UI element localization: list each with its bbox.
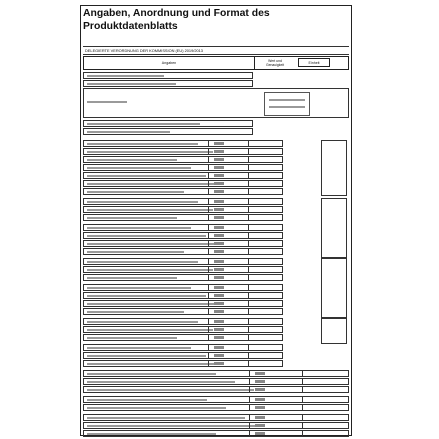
table-row [83, 180, 283, 187]
illegible-text [87, 337, 177, 339]
column-divider [208, 181, 209, 186]
column-divider [249, 371, 250, 376]
illegible-text [87, 159, 177, 161]
column-divider [208, 233, 209, 238]
column-divider [248, 353, 249, 358]
table-row [83, 430, 349, 437]
column-divider [208, 207, 209, 212]
column-divider [249, 405, 250, 410]
product-data-sheet [80, 5, 352, 436]
table-row [83, 300, 283, 307]
table-row [83, 414, 349, 421]
table-row [83, 360, 283, 367]
header-wert-line-1: Wert und [268, 59, 282, 63]
column-divider [208, 353, 209, 358]
column-divider [302, 371, 303, 376]
table-row [83, 72, 253, 79]
illegible-text [87, 123, 200, 125]
column-divider [208, 225, 209, 230]
column-divider [208, 361, 209, 366]
illegible-value [214, 208, 224, 211]
column-divider [248, 249, 249, 254]
illegible-value [214, 276, 224, 279]
column-divider [248, 275, 249, 280]
illegible-value [214, 250, 224, 253]
table-row [83, 292, 283, 299]
column-divider [302, 405, 303, 410]
table-row [83, 404, 349, 411]
illegible-value [214, 174, 224, 177]
illegible-value [255, 432, 265, 435]
column-divider [208, 215, 209, 220]
column-divider [248, 215, 249, 220]
illegible-value [214, 268, 224, 271]
table-row [83, 370, 349, 377]
illegible-text [87, 101, 127, 103]
column-divider [302, 431, 303, 436]
column-divider [248, 345, 249, 350]
column-divider [208, 293, 209, 298]
illegible-text [87, 251, 184, 253]
table-row [83, 396, 349, 403]
column-divider [302, 387, 303, 392]
illegible-value [214, 294, 224, 297]
table-row [83, 344, 283, 351]
table-row [83, 224, 283, 231]
illegible-text [87, 175, 206, 177]
illegible-value [255, 398, 265, 401]
column-divider [208, 249, 209, 254]
column-divider [249, 387, 250, 392]
illegible-value [214, 226, 224, 229]
table-row [83, 258, 283, 265]
unit-column-box [321, 318, 347, 344]
column-divider [248, 225, 249, 230]
illegible-text [87, 399, 207, 401]
illegible-text [87, 321, 198, 323]
table-row [83, 128, 253, 135]
illegible-text [87, 277, 177, 279]
illegible-value [214, 200, 224, 203]
column-divider [208, 275, 209, 280]
table-row [83, 386, 349, 393]
title-line-2: Produktdatenblatts [83, 20, 178, 32]
illegible-value [214, 320, 224, 323]
column-divider [208, 199, 209, 204]
illegible-text [87, 311, 184, 313]
illegible-text [87, 83, 176, 85]
header-wert [254, 57, 295, 69]
illegible-value [255, 380, 265, 383]
table-row [83, 206, 283, 213]
column-divider [248, 233, 249, 238]
illegible-text [87, 261, 198, 263]
column-divider [249, 431, 250, 436]
table-row [83, 214, 283, 221]
column-divider [248, 149, 249, 154]
illegible-text [87, 287, 191, 289]
table-row [83, 156, 283, 163]
illegible-text [87, 75, 164, 77]
illegible-value [214, 286, 224, 289]
illegible-text [87, 425, 264, 427]
table-row [83, 378, 349, 385]
column-divider [248, 181, 249, 186]
illegible-text [87, 373, 216, 375]
illegible-text [87, 303, 220, 305]
table-row [83, 198, 283, 205]
illegible-value [214, 142, 224, 145]
column-divider [248, 335, 249, 340]
table-row [83, 308, 283, 315]
header-einheit: Einheit [298, 58, 330, 67]
illegible-value [214, 234, 224, 237]
column-divider [249, 423, 250, 428]
column-divider [248, 259, 249, 264]
column-divider [208, 259, 209, 264]
illegible-text [87, 235, 206, 237]
column-divider [208, 141, 209, 146]
table-row [83, 88, 349, 118]
illegible-text [87, 151, 213, 153]
illegible-value [214, 166, 224, 169]
table-row [83, 248, 283, 255]
column-divider [302, 423, 303, 428]
document-title [83, 8, 349, 33]
column-divider [208, 301, 209, 306]
illegible-value [214, 328, 224, 331]
table-cell-box [264, 92, 310, 116]
illegible-value [255, 424, 265, 427]
illegible-value [214, 260, 224, 263]
illegible-text [87, 209, 213, 211]
column-divider [208, 165, 209, 170]
column-divider [249, 379, 250, 384]
illegible-text [87, 243, 220, 245]
illegible-value [214, 346, 224, 349]
column-divider [248, 361, 249, 366]
illegible-value [214, 302, 224, 305]
illegible-text [87, 417, 245, 419]
table-row [83, 148, 283, 155]
illegible-text [87, 363, 220, 365]
illegible-text [87, 227, 191, 229]
column-divider [248, 293, 249, 298]
illegible-text [87, 201, 198, 203]
table-row [83, 80, 253, 87]
illegible-value [214, 216, 224, 219]
illegible-value [214, 310, 224, 313]
illegible-value [255, 416, 265, 419]
column-divider [208, 345, 209, 350]
column-divider [249, 397, 250, 402]
table-row [83, 232, 283, 239]
illegible-value [214, 354, 224, 357]
column-divider [248, 285, 249, 290]
unit-column-box [321, 140, 347, 196]
column-divider [208, 309, 209, 314]
column-divider [248, 241, 249, 246]
table-row [83, 266, 283, 273]
illegible-value [214, 242, 224, 245]
unit-column-box [321, 258, 347, 318]
illegible-text [87, 433, 216, 435]
illegible-text [87, 131, 170, 133]
table-row [83, 318, 283, 325]
illegible-value [214, 190, 224, 193]
table-row [83, 140, 283, 147]
title-line-1: Angaben, Anordnung und Format des [83, 8, 270, 19]
illegible-value [255, 388, 265, 391]
table-header [83, 56, 349, 70]
illegible-value [214, 158, 224, 161]
table-row [83, 352, 283, 359]
column-divider [302, 379, 303, 384]
illegible-text [87, 381, 235, 383]
column-divider [208, 189, 209, 194]
column-divider [208, 327, 209, 332]
illegible-value [214, 336, 224, 339]
column-divider [248, 267, 249, 272]
table-row [83, 326, 283, 333]
column-divider [208, 149, 209, 154]
table-row [83, 274, 283, 281]
illegible-value [214, 362, 224, 365]
column-divider [302, 397, 303, 402]
table-row [83, 334, 283, 341]
unit-column-box [321, 198, 347, 258]
illegible-text [87, 167, 191, 169]
column-divider [248, 309, 249, 314]
illegible-value [255, 372, 265, 375]
illegible-text [87, 269, 213, 271]
header-angaben: Angaben [161, 61, 177, 65]
column-divider [248, 165, 249, 170]
column-divider [248, 173, 249, 178]
regulation-reference: DELEGIERTE VERORDNUNG DER KOMMISSION (EU) 2019/2013 [83, 46, 349, 55]
column-divider [208, 285, 209, 290]
illegible-text [87, 191, 184, 193]
table-row [83, 422, 349, 429]
column-divider [248, 327, 249, 332]
column-divider [208, 335, 209, 340]
column-divider [248, 157, 249, 162]
illegible-text [87, 217, 177, 219]
column-divider [248, 301, 249, 306]
column-divider [208, 319, 209, 324]
column-divider [208, 157, 209, 162]
column-divider [248, 319, 249, 324]
illegible-value [214, 182, 224, 185]
illegible-text [87, 295, 206, 297]
table-row [83, 172, 283, 179]
column-divider [208, 241, 209, 246]
illegible-value [255, 406, 265, 409]
illegible-text [87, 389, 254, 391]
column-divider [248, 199, 249, 204]
column-divider [248, 141, 249, 146]
header-wert-line-2: Genauigkeit [265, 63, 285, 67]
illegible-text [87, 143, 198, 145]
column-divider [249, 415, 250, 420]
illegible-text [87, 183, 220, 185]
table-row [83, 284, 283, 291]
illegible-text [87, 329, 213, 331]
table-row [83, 164, 283, 171]
illegible-value [214, 150, 224, 153]
illegible-text [87, 407, 226, 409]
column-divider [208, 173, 209, 178]
column-divider [302, 415, 303, 420]
column-divider [208, 267, 209, 272]
column-divider [248, 207, 249, 212]
illegible-text [87, 347, 191, 349]
table-row [83, 240, 283, 247]
column-divider [248, 189, 249, 194]
table-row [83, 188, 283, 195]
illegible-text [87, 355, 206, 357]
table-row [83, 120, 253, 127]
